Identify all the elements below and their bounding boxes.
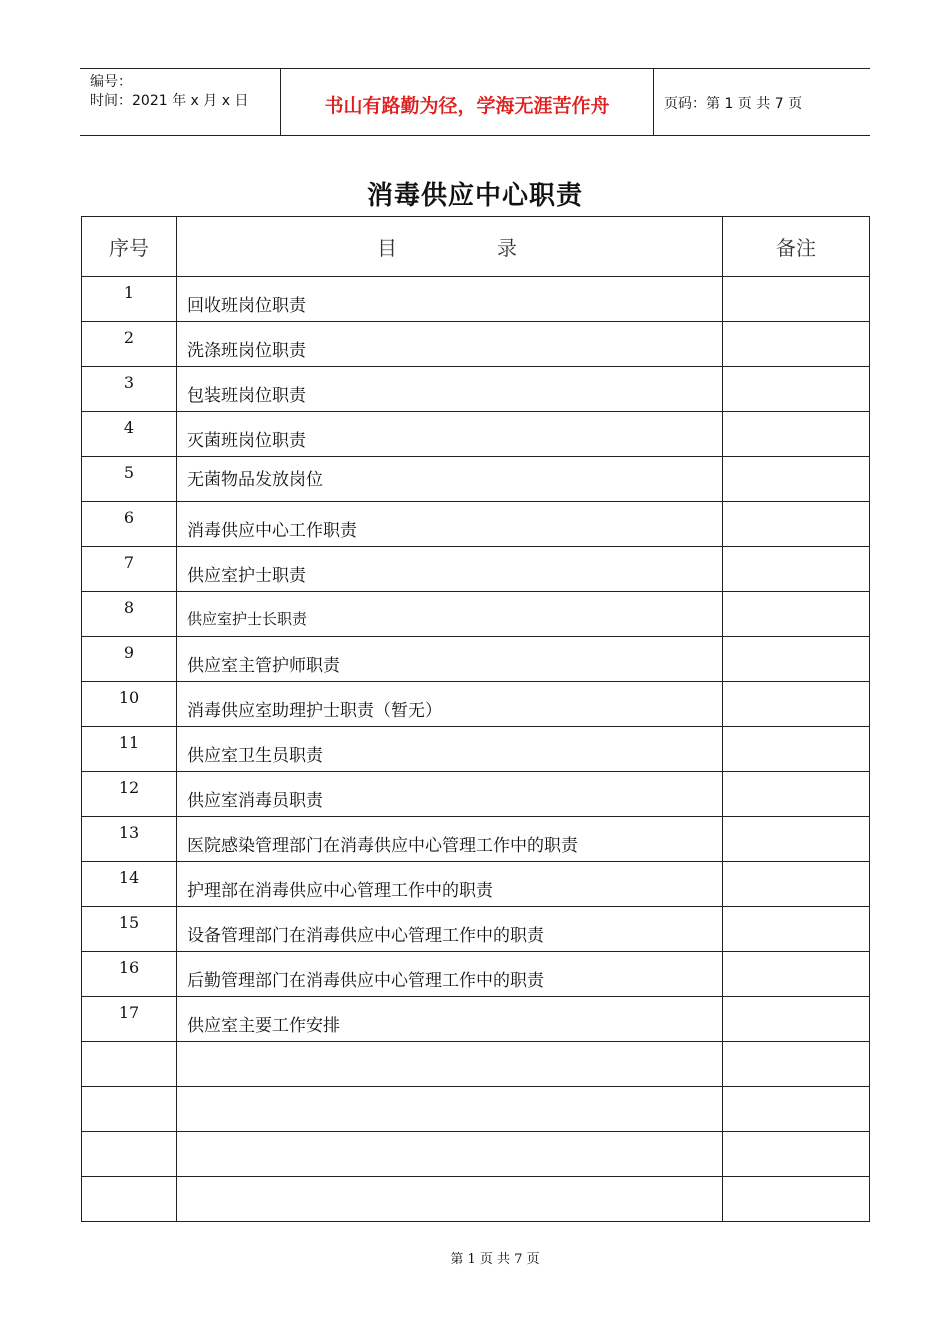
column-header-contents-left: 目 [377,236,397,260]
row-number [82,1132,177,1177]
table-row [82,1177,870,1222]
table-row [82,1132,870,1177]
row-number: 4 [82,412,177,457]
row-note [723,817,870,862]
row-note [723,727,870,772]
row-item: 供应室卫生员职责 [177,727,723,772]
table-row [82,817,870,862]
row-note [723,682,870,727]
table-row [82,637,870,682]
row-number: 2 [82,322,177,367]
column-header-contents [177,217,723,277]
row-number: 11 [82,727,177,772]
row-number: 15 [82,907,177,952]
table-body [82,277,870,1222]
document-number-label: 编号： [90,74,132,90]
row-item: 消毒供应室助理护士职责（暂无） [177,682,723,727]
row-item: 包装班岗位职责 [177,367,723,412]
row-note [723,1042,870,1087]
header-meta [80,69,281,135]
row-note [723,457,870,502]
table-row [82,322,870,367]
document-header [80,68,870,136]
table-row [82,412,870,457]
row-note [723,367,870,412]
row-note [723,592,870,637]
row-item: 供应室护士职责 [177,547,723,592]
row-item: 无菌物品发放岗位 [177,457,723,502]
row-number: 13 [82,817,177,862]
row-item [177,1132,723,1177]
row-note [723,997,870,1042]
row-number: 6 [82,502,177,547]
column-header-contents-right: 录 [497,236,517,260]
row-number: 5 [82,457,177,502]
table-row [82,367,870,412]
row-number [82,1087,177,1132]
row-note [723,547,870,592]
row-number: 3 [82,367,177,412]
row-item: 供应室消毒员职责 [177,772,723,817]
row-note [723,412,870,457]
row-item: 医院感染管理部门在消毒供应中心管理工作中的职责 [177,817,723,862]
row-note [723,1087,870,1132]
row-note [723,907,870,952]
row-number [82,1177,177,1222]
row-item: 消毒供应中心工作职责 [177,502,723,547]
table-row [82,547,870,592]
row-number: 17 [82,997,177,1042]
table-row [82,502,870,547]
column-header-note: 备注 [723,217,870,277]
row-number: 1 [82,277,177,322]
row-item: 供应室护士长职责 [177,592,723,637]
row-note [723,952,870,997]
row-note [723,277,870,322]
row-item: 回收班岗位职责 [177,277,723,322]
row-number: 14 [82,862,177,907]
table-row [82,1042,870,1087]
table-row [82,1087,870,1132]
row-number: 7 [82,547,177,592]
header-page-info: 页码：第 1 页 共 7 页 [664,96,803,112]
row-note [723,322,870,367]
table-row [82,997,870,1042]
table-row [82,457,870,502]
table-row [82,862,870,907]
row-number: 8 [82,592,177,637]
row-item: 护理部在消毒供应中心管理工作中的职责 [177,862,723,907]
row-number: 16 [82,952,177,997]
row-number [82,1042,177,1087]
row-item: 供应室主要工作安排 [177,997,723,1042]
table-row [82,592,870,637]
row-item: 洗涤班岗位职责 [177,322,723,367]
table-row [82,952,870,997]
row-note [723,502,870,547]
row-item [177,1177,723,1222]
row-number: 12 [82,772,177,817]
page-footer: 第 1 页 共 7 页 [450,1252,540,1267]
header-motto: 书山有路勤为径，学海无涯苦作舟 [281,69,654,135]
table-header-row [82,217,870,277]
table-row [82,907,870,952]
row-item [177,1087,723,1132]
row-item: 设备管理部门在消毒供应中心管理工作中的职责 [177,907,723,952]
table-row [82,727,870,772]
row-item: 供应室主管护师职责 [177,637,723,682]
row-item: 后勤管理部门在消毒供应中心管理工作中的职责 [177,952,723,997]
row-item: 灭菌班岗位职责 [177,412,723,457]
column-header-number: 序号 [82,217,177,277]
row-note [723,862,870,907]
table-of-contents [81,216,870,1222]
row-number: 9 [82,637,177,682]
table-row [82,772,870,817]
table-row [82,682,870,727]
row-item [177,1042,723,1087]
table-row [82,277,870,322]
page-title: 消毒供应中心职责 [366,181,583,211]
row-note [723,1177,870,1222]
row-note [723,1132,870,1177]
document-time-label: 时间：2021 年 x 月 x 日 [90,93,249,109]
row-number: 10 [82,682,177,727]
row-note [723,637,870,682]
row-note [723,772,870,817]
